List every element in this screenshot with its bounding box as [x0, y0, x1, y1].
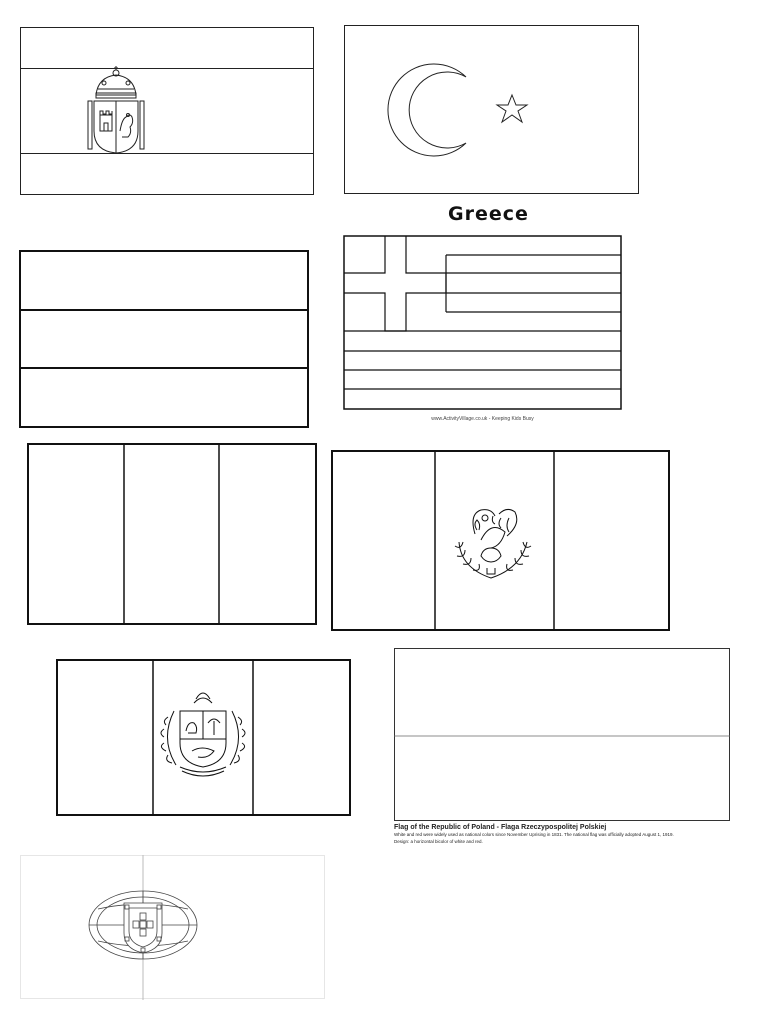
flag-mexico — [331, 450, 670, 631]
flag-spain — [20, 27, 315, 197]
flag-peru — [56, 659, 351, 816]
flag-poland — [394, 648, 731, 822]
poland-caption-line1: White and red were widely used as national colors since November Uprising in 1831. The national flag was officially adopted August 1, 1919. — [394, 832, 674, 837]
poland-caption-title: Flag of the Republic of Poland - Flaga Rzeczypospolitej Polskiej — [394, 824, 607, 831]
flag-greece — [343, 235, 622, 410]
greece-credit: www.ActivityVillage.co.uk - Keeping Kids Busy — [431, 416, 534, 422]
greece-title: Greece — [448, 203, 529, 225]
poland-caption-line2: Design: a horizontal bicolor of white and red. — [394, 839, 483, 844]
flag-horizontal-tricolor — [19, 250, 309, 428]
flag-turkey — [344, 25, 640, 195]
flag-portugal — [20, 855, 325, 1000]
poland-caption — [394, 824, 734, 845]
flag-vertical-tricolor — [27, 443, 317, 625]
